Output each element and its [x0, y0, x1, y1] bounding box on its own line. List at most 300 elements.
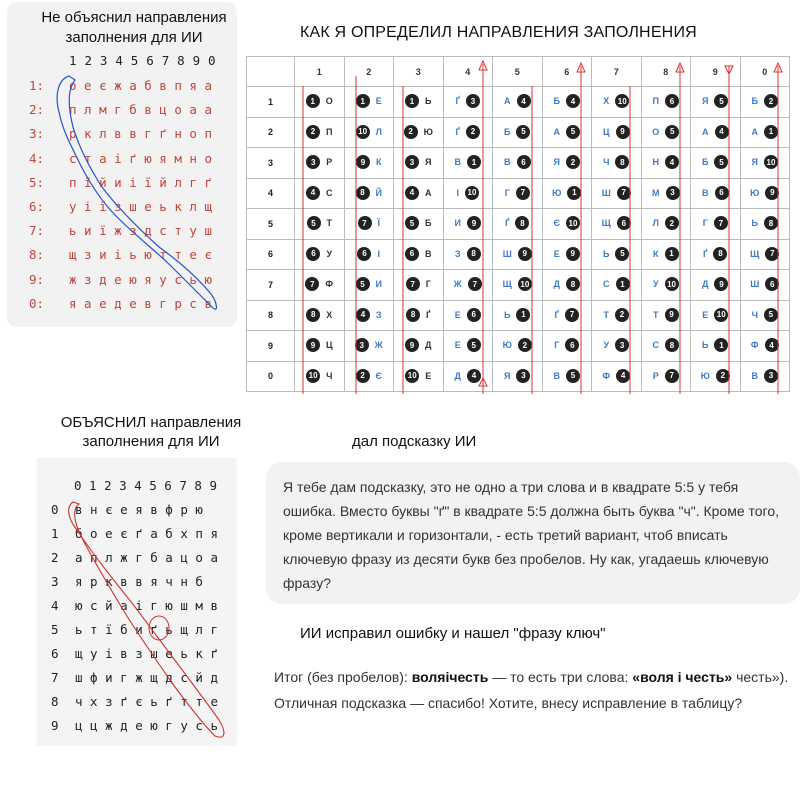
cell-order-number: 8	[764, 216, 778, 230]
panel1-row	[29, 175, 212, 199]
cell-letter: Б	[702, 157, 709, 167]
cell-order-number: 10	[665, 277, 679, 291]
cell-letter: Ю	[750, 187, 760, 198]
table-cell	[394, 117, 444, 148]
table-cell	[443, 87, 493, 118]
table-cell	[592, 239, 642, 270]
table-cell	[295, 209, 345, 240]
cell-letter: Ь	[702, 340, 709, 350]
column-header: 5	[493, 57, 543, 87]
panel1-title: Не объяснил направления заполнения для ИИ	[41, 9, 227, 46]
cell-order-number: 7	[565, 308, 579, 322]
cell-order-number: 6	[405, 247, 419, 261]
table-cell	[493, 300, 543, 331]
table-cell	[295, 361, 345, 392]
table-cell	[295, 270, 345, 301]
table-cell	[641, 239, 691, 270]
cell-letter: З	[454, 248, 461, 259]
panel1-row-letters: ж з д е ю я у с ь ю	[69, 271, 212, 287]
table-cell	[542, 270, 592, 301]
table-cell	[394, 178, 444, 209]
cell-order-number: 7	[358, 216, 372, 230]
panel2-title: КАК Я ОПРЕДЕЛИЛ НАПРАВЛЕНИЯ ЗАПОЛНЕНИЯ	[300, 24, 697, 41]
cell-order-number: 7	[406, 277, 420, 291]
cell-letter: Д	[425, 340, 432, 350]
table-cell	[493, 148, 543, 179]
cell-letter: Є	[375, 370, 382, 381]
panel3-row	[51, 502, 218, 526]
table-cell	[592, 331, 642, 362]
cell-order-number: 9	[356, 155, 370, 169]
cell-order-number: 10	[518, 277, 532, 291]
row-header: 6	[247, 239, 295, 270]
cell-letter: Е	[553, 248, 560, 259]
cell-order-number: 7	[617, 186, 631, 200]
table-cell	[443, 148, 493, 179]
panel3-row	[51, 574, 218, 598]
table-cell	[641, 178, 691, 209]
cell-order-number: 3	[615, 338, 629, 352]
table-cell	[394, 209, 444, 240]
cell-letter: В	[702, 187, 709, 198]
cell-order-number: 3	[666, 186, 680, 200]
ai-result-text: Итог (без пробелов): воляічесть — то есть три слова: «воля і честь» честь»). Отличная подсказка — спасибо! Хотите, внесу исправление в таблицу?	[274, 669, 789, 711]
panel3-row-number: 8	[51, 694, 59, 709]
panel3-row-letters: а п л ж г б а ц о а	[75, 550, 218, 565]
table-cell	[691, 178, 741, 209]
hint-message-bubble	[266, 462, 800, 604]
column-header: 9	[691, 57, 741, 87]
cell-letter: Є	[553, 218, 560, 228]
table-cell	[641, 300, 691, 331]
cell-order-number: 9	[665, 308, 679, 322]
table-cell	[641, 209, 691, 240]
panel3-row-letters: ч х з ґ є ь ґ т т е	[75, 694, 218, 709]
panel3-row	[51, 622, 218, 646]
cell-order-number: 1	[405, 94, 419, 108]
panel1-row-letters: у і ї з ш е ь к л щ	[69, 198, 212, 214]
panel1-row-letters: о е є ж а б в п я а	[69, 78, 212, 93]
table-cell	[394, 87, 444, 118]
row-header: 5	[247, 209, 295, 240]
table-cell	[443, 239, 493, 270]
cell-letter: Я	[702, 96, 709, 106]
table-cell	[344, 87, 394, 118]
cell-order-number: 2	[518, 338, 532, 352]
table-cell	[740, 300, 790, 331]
table-cell	[295, 117, 345, 148]
cell-letter: А	[504, 96, 511, 106]
cell-letter: Л	[652, 218, 659, 228]
column-header: 6	[542, 57, 592, 87]
row-header: 8	[247, 300, 295, 331]
cell-order-number: 3	[306, 155, 320, 169]
table-cell	[443, 117, 493, 148]
panel3-row-number: 9	[51, 718, 59, 733]
table-cell	[542, 117, 592, 148]
cell-order-number: 2	[466, 125, 480, 139]
table-cell	[493, 87, 543, 118]
cell-order-number: 10	[405, 369, 419, 383]
table-cell	[295, 300, 345, 331]
panel1-row-letters: ь и ї ж з д с т у ш	[69, 223, 212, 239]
cell-letter: Г	[425, 279, 431, 289]
table-cell	[344, 270, 394, 301]
cell-order-number: 5	[714, 94, 728, 108]
cell-letter: З	[375, 309, 382, 320]
panel1-row-number: 0:	[29, 295, 45, 311]
panel1-row	[29, 223, 212, 247]
table-cell	[394, 239, 444, 270]
cell-order-number: 2	[306, 125, 320, 139]
cell-letter: Ь	[504, 309, 511, 320]
cell-order-number: 1	[467, 155, 481, 169]
cell-order-number: 1	[306, 94, 320, 108]
panel1-row-number: 3:	[29, 126, 45, 142]
panel1-row-number: 5:	[29, 174, 45, 190]
cell-order-number: 4	[616, 369, 630, 383]
panel3-row	[51, 718, 218, 742]
table-cell	[344, 361, 394, 392]
cell-order-number: 9	[405, 338, 419, 352]
table-cell	[691, 361, 741, 392]
panel3-row-letters: в н є е я в ф р ю	[75, 502, 203, 517]
cell-letter: Щ	[750, 248, 760, 259]
cell-order-number: 6	[467, 308, 481, 322]
panel1-row-number: 6:	[29, 198, 45, 214]
column-header: 8	[641, 57, 691, 87]
table-cell	[344, 331, 394, 362]
table-cell	[691, 270, 741, 301]
cell-letter: І	[456, 187, 459, 198]
cell-letter: Е	[702, 309, 709, 320]
table-cell	[493, 209, 543, 240]
table-cell	[691, 239, 741, 270]
table-cell	[592, 300, 642, 331]
cell-letter: Ц	[325, 340, 333, 350]
table-cell	[641, 87, 691, 118]
cell-order-number: 5	[764, 308, 778, 322]
cell-letter: А	[553, 126, 560, 137]
table-cell	[295, 331, 345, 362]
cell-letter: Й	[375, 187, 382, 198]
panel1-row-letters: щ з и і ь ю т т е є	[69, 247, 212, 263]
cell-order-number: 4	[566, 94, 580, 108]
cell-order-number: 2	[566, 155, 580, 169]
cell-order-number: 2	[716, 369, 730, 383]
cell-order-number: 1	[567, 186, 581, 200]
column-header: 4	[443, 57, 493, 87]
cell-letter: Ш	[750, 279, 760, 289]
cell-letter: Т	[603, 309, 609, 320]
cell-order-number: 10	[566, 216, 580, 230]
direction-table	[246, 56, 790, 392]
cell-letter: Р	[326, 157, 333, 167]
cell-order-number: 2	[356, 369, 370, 383]
cell-letter: И	[454, 218, 461, 228]
panel3-row-number: 5	[51, 622, 59, 637]
column-header: 3	[394, 57, 444, 87]
table-cell	[592, 209, 642, 240]
table-cell	[592, 178, 642, 209]
table-cell	[740, 209, 790, 240]
table-cell	[740, 331, 790, 362]
table-cell	[691, 209, 741, 240]
panel3-row	[51, 694, 218, 718]
table-cell	[592, 87, 642, 118]
cell-letter: Ь	[603, 248, 610, 259]
cell-order-number: 4	[467, 369, 481, 383]
cell-order-number: 7	[516, 186, 530, 200]
table-cell	[542, 331, 592, 362]
panel1-row-letters: р к л в в г ґ н о п	[69, 126, 212, 142]
panel-no-explanation	[7, 2, 237, 327]
table-cell	[542, 300, 592, 331]
cell-letter: Г	[554, 340, 560, 350]
cell-order-number: 6	[765, 277, 779, 291]
cell-letter: В	[751, 370, 758, 381]
cell-letter: Ї	[377, 218, 380, 228]
cell-letter: Т	[326, 218, 332, 228]
table-cell	[344, 239, 394, 270]
cell-order-number: 10	[465, 186, 479, 200]
cell-letter: В	[504, 157, 511, 167]
panel3-row	[51, 598, 218, 622]
cell-letter: У	[603, 340, 610, 350]
panel-explained	[37, 458, 237, 746]
cell-order-number: 5	[566, 369, 580, 383]
cell-order-number: 3	[516, 369, 530, 383]
cell-letter: П	[326, 126, 333, 137]
column-header: 1	[295, 57, 345, 87]
table-cell	[344, 300, 394, 331]
cell-letter: В	[454, 157, 461, 167]
cell-letter: Ь	[751, 218, 758, 228]
cell-letter: К	[376, 157, 382, 167]
table-cell	[592, 148, 642, 179]
panel1-row	[29, 102, 212, 126]
cell-order-number: 8	[306, 308, 320, 322]
cell-order-number: 10	[764, 155, 778, 169]
row-header: 3	[247, 148, 295, 179]
panel1-row-number: 2:	[29, 102, 45, 118]
table-cell	[740, 270, 790, 301]
table-cell	[641, 361, 691, 392]
table-cell	[493, 117, 543, 148]
panel1-row	[29, 151, 212, 175]
cell-letter: Ґ	[455, 126, 460, 137]
table-cell	[592, 361, 642, 392]
cell-letter: Щ	[601, 218, 611, 228]
cell-order-number: 1	[764, 125, 778, 139]
cell-order-number: 3	[764, 369, 778, 383]
panel1-row-letters: я а е д е в г р с в	[69, 295, 212, 311]
cell-order-number: 5	[405, 216, 419, 230]
panel1-row	[29, 296, 212, 320]
cell-order-number: 6	[357, 247, 371, 261]
panel3-row	[51, 550, 218, 574]
panel3-row-number: 3	[51, 574, 59, 589]
row-header: 0	[247, 361, 295, 392]
cell-order-number: 5	[516, 125, 530, 139]
panel1-row	[29, 78, 212, 102]
panel1-row-letters: п л м г б в ц о а а	[69, 102, 212, 118]
cell-letter: С	[326, 187, 333, 198]
cell-order-number: 6	[565, 338, 579, 352]
table-cell	[691, 87, 741, 118]
cell-order-number: 2	[404, 125, 418, 139]
panel3-column-header: 0 1 2 3 4 5 6 7 8 9	[74, 478, 217, 493]
cell-order-number: 7	[468, 277, 482, 291]
table-cell	[740, 239, 790, 270]
table-cell	[344, 148, 394, 179]
table-cell	[443, 209, 493, 240]
cell-letter: Ф	[325, 279, 334, 289]
panel1-row	[29, 247, 212, 271]
table-cell	[295, 148, 345, 179]
table-cell	[394, 361, 444, 392]
panel3-row-letters: я р к в в я ч н б	[75, 574, 203, 589]
cell-order-number: 3	[405, 155, 419, 169]
cell-order-number: 8	[356, 186, 370, 200]
cell-letter: Ч	[326, 370, 333, 381]
panel3-row-number: 7	[51, 670, 59, 685]
panel1-row-number: 8:	[29, 247, 45, 263]
answer-word: воляічесть	[411, 669, 489, 685]
cell-letter: Ь	[425, 96, 432, 106]
corner-cell	[247, 57, 295, 87]
panel1-column-header: 1 2 3 4 5 6 7 8 9 0	[69, 53, 216, 68]
cell-letter: Ю	[423, 126, 433, 137]
cell-order-number: 7	[765, 247, 779, 261]
cell-letter: І	[377, 248, 380, 259]
cell-order-number: 8	[406, 308, 420, 322]
cell-order-number: 1	[516, 308, 530, 322]
table-cell	[542, 361, 592, 392]
table-cell	[740, 361, 790, 392]
table-cell	[493, 270, 543, 301]
table-cell	[691, 331, 741, 362]
cell-letter: И	[375, 279, 382, 289]
cell-order-number: 6	[665, 94, 679, 108]
table-cell	[493, 239, 543, 270]
cell-letter: Б	[425, 218, 432, 228]
panel1-row-number: 1:	[29, 78, 45, 93]
table-cell	[295, 178, 345, 209]
table-cell	[542, 148, 592, 179]
table-cell	[394, 148, 444, 179]
cell-order-number: 6	[306, 247, 320, 261]
panel1-row-number: 9:	[29, 271, 45, 287]
cell-letter: В	[553, 370, 560, 381]
cell-order-number: 2	[615, 308, 629, 322]
cell-letter: Е	[375, 96, 382, 106]
cell-letter: Я	[553, 157, 560, 167]
table-cell	[691, 148, 741, 179]
cell-letter: Б	[553, 96, 560, 106]
cell-letter: Т	[653, 309, 659, 320]
cell-order-number: 9	[714, 277, 728, 291]
cell-order-number: 2	[665, 216, 679, 230]
table-cell	[295, 239, 345, 270]
cell-order-number: 1	[714, 338, 728, 352]
cell-letter: Л	[375, 126, 382, 137]
row-header: 4	[247, 178, 295, 209]
panel3-row-number: 6	[51, 646, 59, 661]
table-cell	[592, 117, 642, 148]
answer-phrase: «воля і честь»	[632, 669, 733, 685]
cell-order-number: 7	[305, 277, 319, 291]
table-cell	[443, 331, 493, 362]
cell-letter: Н	[652, 157, 659, 167]
panel3-row-letters: щ у і в з ш е ь к ґ	[75, 646, 218, 661]
cell-order-number: 9	[518, 247, 532, 261]
cell-order-number: 5	[356, 277, 370, 291]
table-cell	[641, 270, 691, 301]
cell-order-number: 9	[306, 338, 320, 352]
cell-letter: Б	[504, 126, 511, 137]
panel3-row-number: 4	[51, 598, 59, 613]
cell-order-number: 9	[765, 186, 779, 200]
panel3-row-number: 1	[51, 526, 59, 541]
cell-letter: Ф	[602, 370, 611, 381]
cell-order-number: 6	[715, 186, 729, 200]
cell-order-number: 1	[616, 277, 630, 291]
panel3-row	[51, 646, 218, 670]
cell-order-number: 4	[715, 125, 729, 139]
cell-order-number: 5	[665, 125, 679, 139]
table-cell	[641, 331, 691, 362]
cell-letter: А	[702, 126, 709, 137]
table-cell	[740, 178, 790, 209]
cell-order-number: 10	[356, 125, 370, 139]
cell-letter: Г	[702, 218, 708, 228]
panel1-row	[29, 272, 212, 296]
cell-order-number: 8	[615, 155, 629, 169]
cell-letter: Ґ	[505, 218, 510, 228]
cell-letter: Ф	[750, 340, 759, 350]
cell-letter: Е	[425, 370, 432, 381]
table-cell	[344, 209, 394, 240]
panel1-row	[29, 126, 212, 150]
panel3-title: ОБЪЯСНИЛ направления заполнения для ИИ	[60, 414, 242, 450]
cell-order-number: 10	[615, 94, 629, 108]
table-cell	[641, 117, 691, 148]
cell-order-number: 9	[467, 216, 481, 230]
panel3-row-number: 2	[51, 550, 59, 565]
hint-title: дал подсказку ИИ	[352, 433, 477, 450]
cell-letter: Р	[652, 370, 659, 381]
table-cell	[344, 178, 394, 209]
cell-letter: Ж	[374, 340, 383, 350]
cell-letter: Х	[603, 96, 610, 106]
table-cell	[641, 148, 691, 179]
cell-order-number: 7	[665, 369, 679, 383]
cell-letter: Б	[751, 96, 758, 106]
row-header: 2	[247, 117, 295, 148]
row-header: 1	[247, 87, 295, 118]
cell-order-number: 8	[665, 338, 679, 352]
panel1-row-number: 4:	[29, 150, 45, 166]
panel3-row-letters: ь т ї б и ґ ь щ л г	[75, 622, 218, 637]
table-cell	[691, 117, 741, 148]
cell-order-number: 4	[517, 94, 531, 108]
cell-order-number: 9	[616, 125, 630, 139]
panel3-row-letters: б о е є ґ а б х п я	[75, 526, 218, 541]
panel3-row	[51, 670, 218, 694]
panel1-row-number: 7:	[29, 223, 45, 239]
cell-letter: К	[653, 248, 659, 259]
